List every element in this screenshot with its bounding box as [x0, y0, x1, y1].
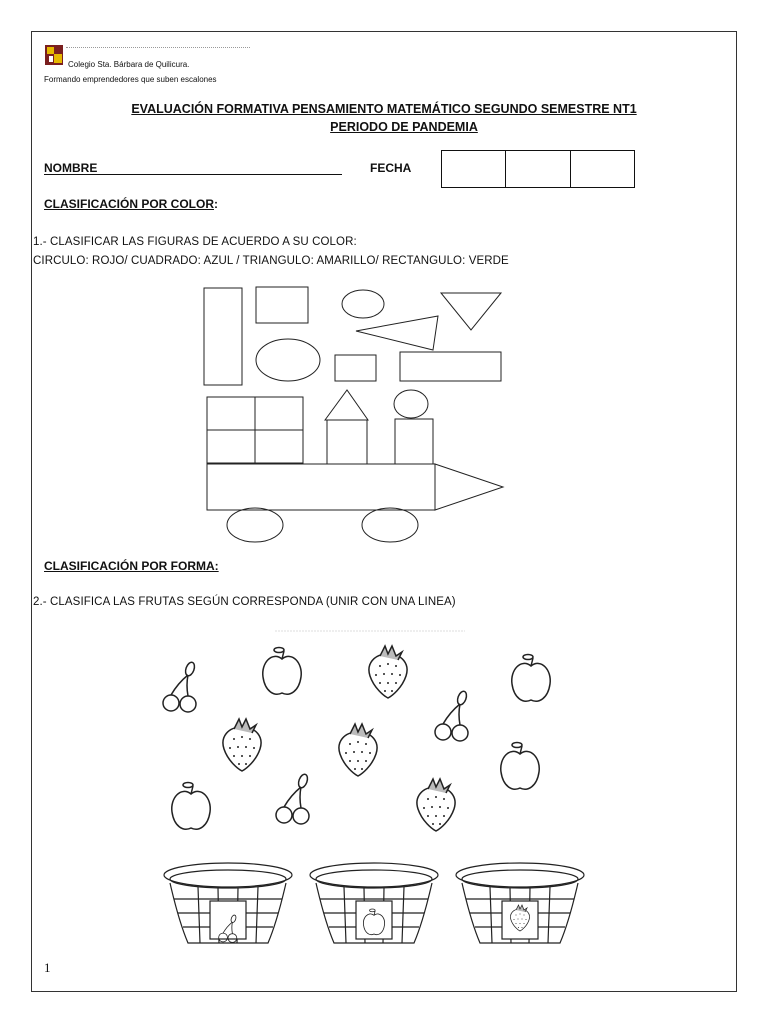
train-nose-triangle[interactable] — [435, 464, 503, 510]
date-grid — [441, 150, 635, 188]
grid-square-2[interactable] — [255, 397, 303, 430]
wheel-left[interactable] — [227, 508, 283, 542]
school-logo-icon — [44, 44, 64, 66]
apple-icon[interactable] — [172, 783, 210, 830]
section2-heading: CLASIFICACIÓN POR FORMA: — [44, 559, 219, 573]
apple-icon[interactable] — [263, 648, 301, 695]
strawberry-icon[interactable] — [223, 719, 261, 771]
small-rectangle[interactable] — [335, 355, 376, 381]
shapes-figure — [195, 283, 515, 548]
cherry-icon[interactable] — [435, 690, 468, 741]
train-body-rectangle[interactable] — [207, 464, 435, 510]
triangle-slanted[interactable] — [356, 316, 438, 350]
section1-instruction-2: CIRCULO: ROJO/ CUADRADO: AZUL / TRIANGULO: AMARILLO/ RECTANGULO: VERDE — [33, 255, 509, 267]
wide-rectangle[interactable] — [400, 352, 501, 381]
apple-icon[interactable] — [501, 743, 539, 790]
section1-instruction-1: 1.- CLASIFICAR LAS FIGURAS DE ACUERDO A SU COLOR: — [33, 236, 357, 248]
section2-instruction: 2.- CLASIFICA LAS FRUTAS SEGÚN CORRESPONDA (UNIR CON UNA LINEA) — [33, 596, 456, 608]
basket-strawberry[interactable] — [456, 863, 584, 943]
cherry-icon[interactable] — [163, 661, 196, 712]
square-top[interactable] — [256, 287, 308, 323]
basket-apple[interactable] — [310, 863, 438, 943]
oval-middle[interactable] — [256, 339, 320, 381]
date-label: FECHA — [370, 161, 412, 175]
strawberry-icon[interactable] — [339, 724, 377, 776]
date-year-field[interactable] — [571, 151, 634, 187]
grid-square-1[interactable] — [207, 397, 255, 430]
tall-rectangle[interactable] — [204, 288, 242, 385]
page-title: EVALUACIÓN FORMATIVA PENSAMIENTO MATEMÁTICO SEGUNDO SEMESTRE NT1 — [131, 102, 637, 116]
school-motto: Formando emprendedores que suben escalones — [44, 75, 217, 84]
tower-rectangle-2[interactable] — [395, 419, 433, 464]
page-subtitle: PERIODO DE PANDEMIA — [330, 120, 478, 134]
section1-heading: CLASIFICACIÓN POR COLOR: — [44, 197, 218, 211]
date-day-field[interactable] — [442, 151, 506, 187]
strawberry-icon[interactable] — [369, 646, 407, 698]
baskets-figure — [160, 855, 590, 947]
name-label: NOMBRE — [44, 161, 98, 175]
grid-square-3[interactable] — [207, 430, 255, 463]
name-field[interactable] — [44, 174, 342, 175]
strawberry-icon[interactable] — [417, 779, 455, 831]
tower-rectangle[interactable] — [327, 420, 367, 464]
fruits-figure — [150, 628, 570, 838]
wheel-right[interactable] — [362, 508, 418, 542]
page-number: 1 — [44, 960, 51, 975]
cherry-icon[interactable] — [276, 773, 309, 824]
apple-icon[interactable] — [512, 655, 550, 702]
basket-cherry[interactable] — [164, 863, 292, 943]
triangle-roof[interactable] — [325, 390, 368, 420]
triangle-inverted[interactable] — [441, 293, 501, 330]
grid-square-4[interactable] — [255, 430, 303, 463]
header-divider — [66, 47, 250, 48]
date-month-field[interactable] — [506, 151, 570, 187]
circle-small[interactable] — [394, 390, 428, 418]
circle-top[interactable] — [342, 290, 384, 318]
school-name: Colegio Sta. Bárbara de Quilicura. — [68, 60, 190, 69]
